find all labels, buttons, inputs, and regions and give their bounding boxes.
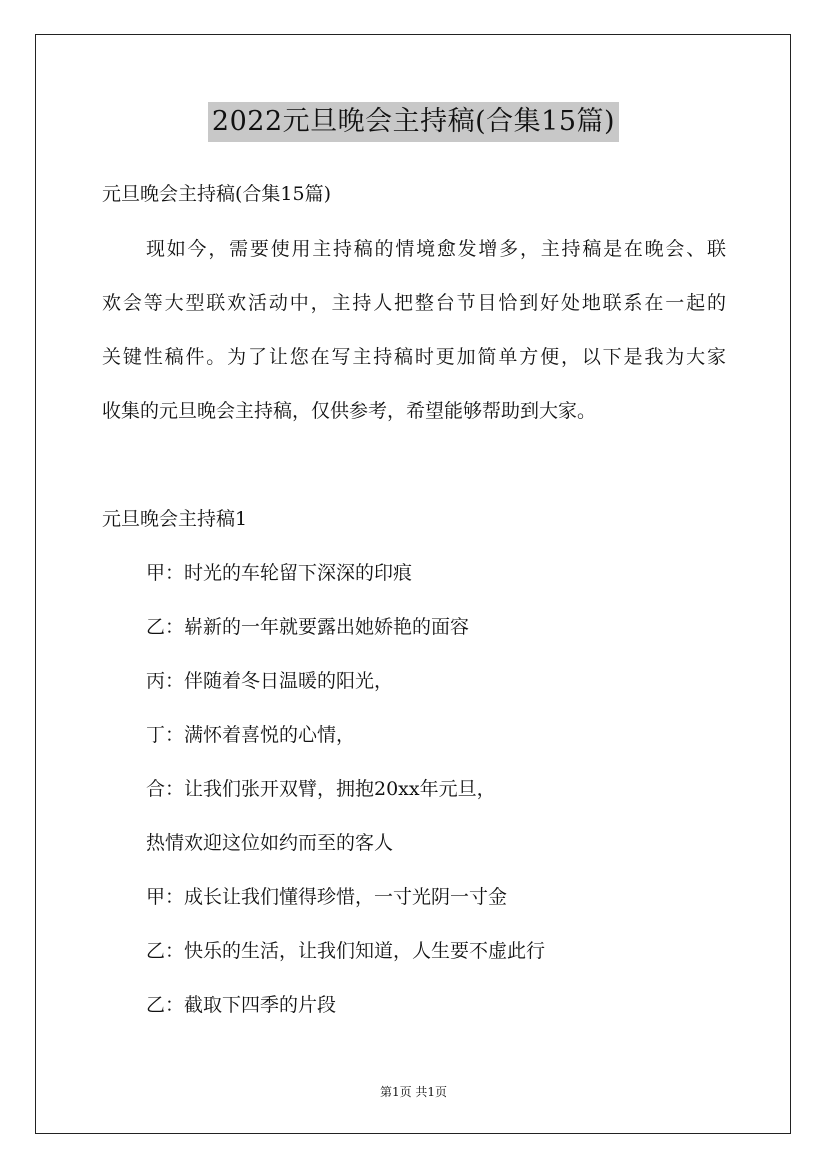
script-line: 乙：崭新的一年就要露出她娇艳的面容 <box>146 616 470 638</box>
title-container <box>0 102 827 142</box>
script-line: 丁：满怀着喜悦的心情， <box>146 724 356 746</box>
document-subtitle: 元旦晚会主持稿(合集15篇) <box>102 183 332 205</box>
script-line: 甲：时光的车轮留下深深的印痕 <box>146 562 413 584</box>
script-line: 甲：成长让我们懂得珍惜，一寸光阴一寸金 <box>146 886 508 908</box>
intro-paragraph-line: 欢会等大型联欢活动中，主持人把整台节目恰到好处地联系在一起的 <box>102 292 726 314</box>
intro-paragraph-line: 现如今，需要使用主持稿的情境愈发增多，主持稿是在晚会、联 <box>146 238 726 260</box>
script-line: 乙：截取下四季的片段 <box>146 994 337 1016</box>
section-heading: 元旦晚会主持稿1 <box>102 508 248 530</box>
document-title: 2022元旦晚会主持稿(合集15篇) <box>208 102 619 142</box>
page-footer: 第1页 共1页 <box>379 1085 448 1099</box>
script-line: 热情欢迎这位如约而至的客人 <box>146 832 394 854</box>
script-line: 合：让我们张开双臂，拥抱20xx年元旦， <box>146 778 496 800</box>
intro-paragraph-line: 收集的元旦晚会主持稿，仅供参考，希望能够帮助到大家。 <box>102 400 597 422</box>
script-line: 乙：快乐的生活，让我们知道，人生要不虚此行 <box>146 940 546 962</box>
script-line: 丙：伴随着冬日温暖的阳光， <box>146 670 394 692</box>
intro-paragraph-line: 关键性稿件。为了让您在写主持稿时更加简单方便，以下是我为大家 <box>102 346 726 368</box>
